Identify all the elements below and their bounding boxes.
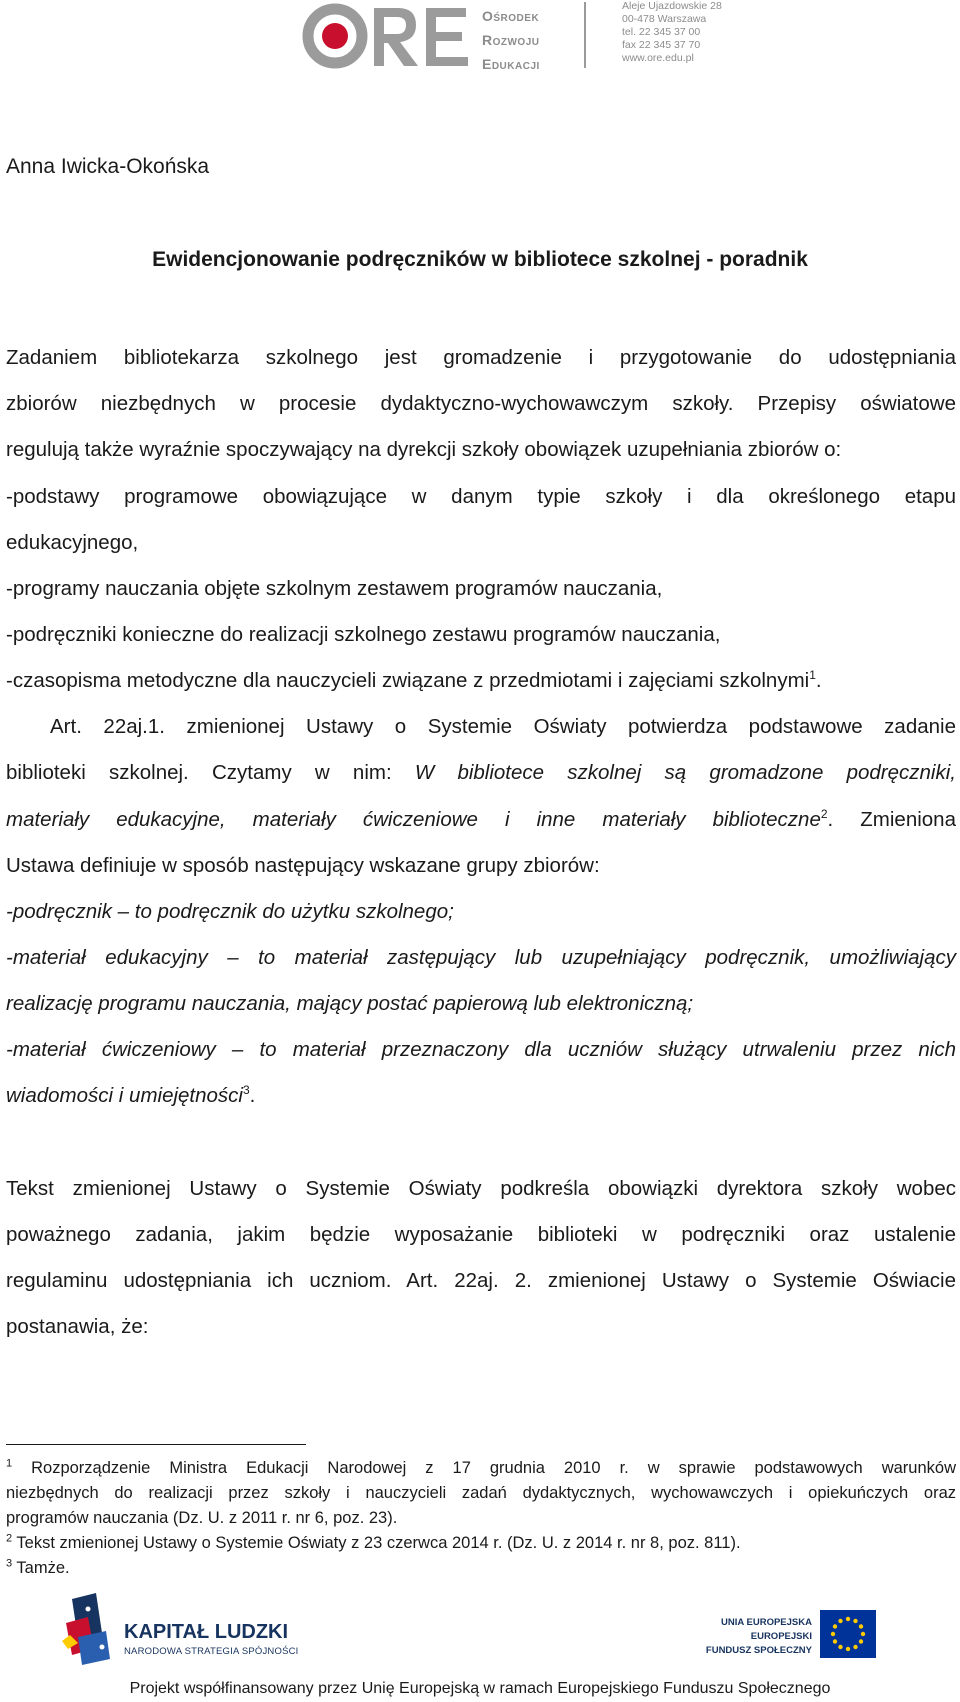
body-text: biblioteki szkolnej. Czytamy w nim: bbox=[6, 761, 415, 784]
footnote-separator bbox=[6, 1444, 306, 1445]
footnote-3 bbox=[6, 1556, 956, 1581]
ore-logo bbox=[302, 0, 732, 72]
body-line: postanawia, że: bbox=[6, 1315, 149, 1338]
kapital-ludzki-emblem bbox=[58, 1593, 118, 1669]
footer-note: Projekt współfinansowany przez Unię Europejską w ramach Europejskiego Funduszu Społecznego bbox=[129, 1680, 831, 1697]
definition-text: wiadomości i umiejętności bbox=[6, 1084, 243, 1107]
address-line: fax 22 345 37 70 bbox=[622, 39, 701, 51]
body-text: . Zmieniona bbox=[827, 808, 956, 831]
footnote-1 bbox=[6, 1456, 956, 1481]
footnote-text: Rozporządzenie Ministra Edukacji Narodowej z 17 grudnia 2010 r. w sprawie podstawowych warunków bbox=[12, 1459, 956, 1477]
body-text: . bbox=[815, 669, 822, 692]
definition-line bbox=[6, 981, 956, 1027]
body-line: -podręczniki konieczne do realizacji szkolnego zestawu programów nauczania, bbox=[6, 623, 721, 646]
body-line: Zadaniem bibliotekarza szkolnego jest gromadzenie i przygotowanie do udostępniania bbox=[6, 346, 956, 369]
definition-line bbox=[6, 935, 956, 981]
footnote-number: 3 bbox=[6, 1557, 13, 1570]
body-line bbox=[6, 797, 956, 843]
author-name: Anna Iwicka-Okońska bbox=[6, 155, 210, 178]
body-line bbox=[6, 658, 956, 704]
definition-line bbox=[6, 1073, 956, 1119]
body-text: . bbox=[249, 1084, 256, 1107]
footnote-ref[interactable]: 1 bbox=[809, 668, 816, 683]
address-line: Aleje Ujazdowskie 28 bbox=[622, 0, 722, 12]
footnote-1-line: niezbędnych do realizacji przez szkoły i nauczycieli zadań dydaktycznych, wychowawczych i opiekuńczych oraz bbox=[6, 1484, 956, 1502]
address-line: www.ore.edu.pl bbox=[622, 52, 694, 64]
definition-text: realizację programu nauczania, mający postać papierową lub elektroniczną; bbox=[6, 992, 694, 1015]
kapital-ludzki-logo bbox=[58, 1599, 298, 1663]
footnote-1-line: programów nauczania (Dz. U. z 2011 r. nr 6, poz. 23). bbox=[6, 1509, 398, 1527]
definition-line bbox=[6, 889, 956, 935]
body-line: -programy nauczania objęte szkolnym zestawem programów nauczania, bbox=[6, 577, 663, 600]
body-line: regulują także wyraźnie spoczywający na dyrekcji szkoły obowiązek uzupełniania zbiorów o: bbox=[6, 438, 842, 461]
definition-text: -materiał ćwiczeniowy – to materiał przeznaczony dla uczniów służący utrwaleniu przez nich bbox=[6, 1038, 956, 1061]
footnote-2 bbox=[6, 1531, 956, 1556]
ore-address bbox=[622, 0, 722, 65]
footnote-text: Tekst zmienionej Ustawy o Systemie Oświaty z 23 czerwca 2014 r. (Dz. U. z 2014 r. nr 8, poz. 811). bbox=[12, 1534, 741, 1552]
body-line: regulaminu udostępniania ich uczniom. Art. 22aj. 2. zmienionej Ustawy o Systemie Oświacie bbox=[6, 1269, 956, 1292]
quote-text: W bibliotece szkolnej są gromadzone podręczniki, bbox=[414, 761, 956, 784]
ore-org-line: Ośrodek bbox=[482, 8, 540, 24]
ore-org-line: Rozwoju bbox=[482, 32, 540, 48]
eu-logo-line: UNIA EUROPEJSKA bbox=[721, 1617, 812, 1628]
body-line: -podstawy programowe obowiązujące w danym typie szkoły i dla określonego etapu bbox=[6, 485, 956, 508]
footnote-text: Tamże. bbox=[12, 1559, 70, 1577]
definition-line bbox=[6, 1027, 956, 1073]
eu-logo-line: FUNDUSZ SPOŁECZNY bbox=[705, 1645, 812, 1656]
eu-flag-icon bbox=[820, 1610, 876, 1658]
footnote-ref[interactable]: 3 bbox=[242, 1083, 250, 1098]
header-divider bbox=[584, 2, 586, 68]
kapital-ludzki-title: KAPITAŁ LUDZKI bbox=[124, 1621, 289, 1643]
body-line: Art. 22aj.1. zmienionej Ustawy o Systemie Oświaty potwierdza podstawowe zadanie bbox=[50, 715, 956, 738]
body-line: zbiorów niezbędnych w procesie dydaktyczno-wychowawczym szkoły. Przepisy oświatowe bbox=[6, 392, 956, 415]
document-title: Ewidencjonowanie podręczników w bibliotece szkolnej - poradnik bbox=[152, 248, 808, 271]
kapital-ludzki-subtitle: NARODOWA STRATEGIA SPÓJNOŚCI bbox=[124, 1646, 299, 1657]
eu-logo bbox=[696, 1610, 876, 1666]
body-text: -czasopisma metodyczne dla nauczycieli związane z przedmiotami i zajęciami szkolnymi bbox=[6, 669, 810, 692]
quote-text: materiały edukacyjne, materiały ćwiczeniowe i inne materiały biblioteczne bbox=[6, 808, 821, 831]
body-line: Tekst zmienionej Ustawy o Systemie Oświaty podkreśla obowiązki dyrektora szkoły wobec bbox=[6, 1177, 956, 1200]
ore-logo-mark bbox=[302, 0, 472, 72]
ore-org-line: Edukacji bbox=[482, 56, 540, 72]
body-line: poważnego zadania, jakim będzie wyposażanie biblioteki w podręczniki oraz ustalenie bbox=[6, 1223, 956, 1246]
eu-logo-line: EUROPEJSKI bbox=[750, 1631, 812, 1642]
body-line: edukacyjnego, bbox=[6, 531, 139, 554]
eu-logo-text bbox=[696, 1616, 812, 1658]
definition-text: -podręcznik – to podręcznik do użytku szkolnego; bbox=[6, 900, 454, 923]
address-line: 00-478 Warszawa bbox=[622, 13, 707, 25]
definition-text: -materiał edukacyjny – to materiał zastępujący lub uzupełniający podręcznik, umożliwiający bbox=[6, 946, 956, 969]
address-line: tel. 22 345 37 00 bbox=[622, 26, 701, 38]
body-line: Ustawa definiuje w sposób następujący wskazane grupy zbiorów: bbox=[6, 854, 600, 877]
footnote-number: 2 bbox=[6, 1532, 13, 1545]
footnote-number: 1 bbox=[6, 1457, 13, 1470]
body-line bbox=[6, 750, 956, 796]
ore-org-name bbox=[482, 4, 540, 76]
footnote-ref[interactable]: 2 bbox=[820, 807, 828, 822]
